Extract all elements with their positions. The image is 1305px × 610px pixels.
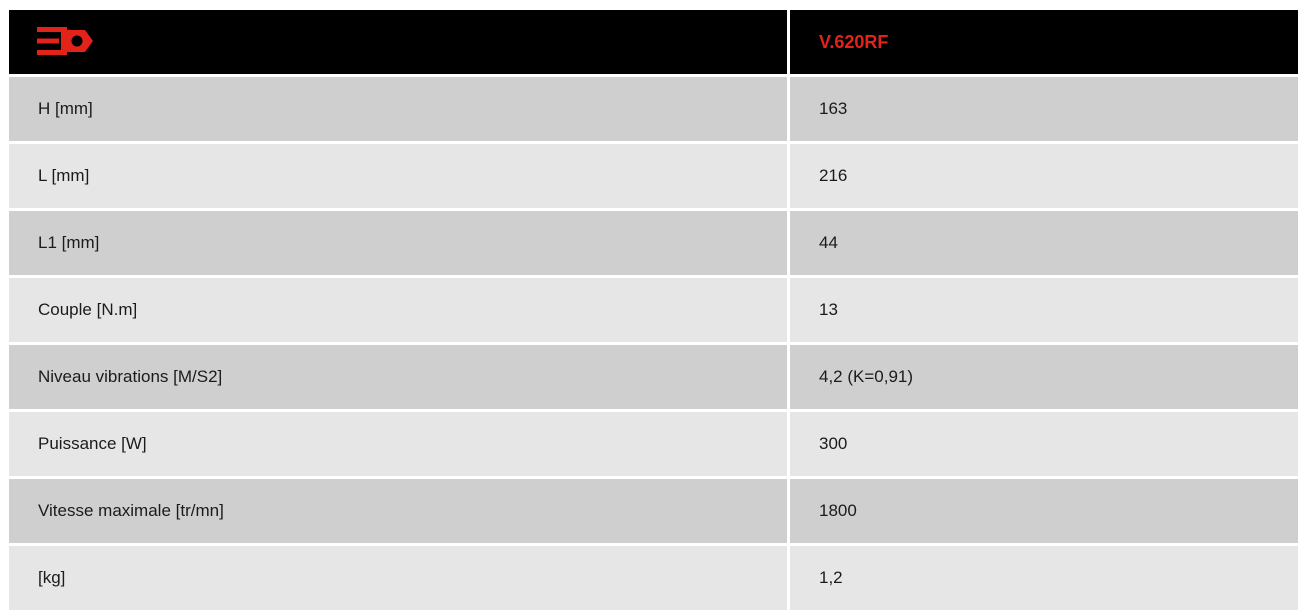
spec-label: L [mm] xyxy=(9,141,787,208)
table-header-row xyxy=(9,10,1298,74)
table-row xyxy=(9,208,1298,275)
table-row xyxy=(9,275,1298,342)
spec-label: Couple [N.m] xyxy=(9,275,787,342)
spec-label: Puissance [W] xyxy=(9,409,787,476)
spec-value: 300 xyxy=(787,409,1298,476)
table-row xyxy=(9,141,1298,208)
spec-value: 1,2 xyxy=(787,543,1298,610)
spec-value: 163 xyxy=(787,74,1298,141)
table-row xyxy=(9,342,1298,409)
table-row xyxy=(9,476,1298,543)
header-model-cell: V.620RF xyxy=(787,10,1298,74)
spec-table xyxy=(9,10,1298,610)
spec-value: 216 xyxy=(787,141,1298,208)
spec-label: H [mm] xyxy=(9,74,787,141)
spec-label: L1 [mm] xyxy=(9,208,787,275)
spec-value: 13 xyxy=(787,275,1298,342)
table-row xyxy=(9,409,1298,476)
spec-label: [kg] xyxy=(9,543,787,610)
spec-label: Niveau vibrations [M/S2] xyxy=(9,342,787,409)
brand-logo-icon xyxy=(37,27,95,60)
spec-value: 1800 xyxy=(787,476,1298,543)
spec-label: Vitesse maximale [tr/mn] xyxy=(9,476,787,543)
spec-value: 44 xyxy=(787,208,1298,275)
table-row xyxy=(9,74,1298,141)
table-row xyxy=(9,543,1298,610)
header-logo-cell xyxy=(9,10,787,74)
spec-value: 4,2 (K=0,91) xyxy=(787,342,1298,409)
